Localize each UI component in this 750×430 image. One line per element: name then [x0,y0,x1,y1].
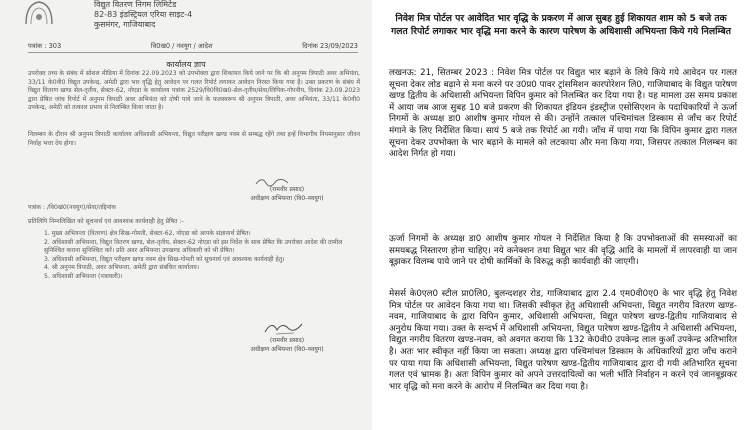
seal-logo-icon [22,0,56,24]
signer-1-block [232,185,342,203]
meta-divider [28,52,358,53]
letter-date: दिनांक 23/09/2023 [302,42,358,50]
org-name: विद्युत वितरण निगम लिमिटेड [94,0,177,9]
signature-2 [262,318,306,336]
list-item: 4. श्री अनुपम त्रिपाठी, अवर अभियन्ता, अमेठी द्वारा संबंधित कार्यालय। [44,264,200,272]
suspension-order-letter [0,0,372,430]
letterhead [94,0,192,30]
signer-1-name: (रामवीर प्रसाद) [269,186,305,193]
letter-paragraph-1: उपरोक्त तथ्य के संबंध में सोशल मीडिया में दिनांक 22.09.2023 को उपभोक्ता द्वारा शिकायत किये जाने पर कि श्री अनुपम त्रिपाठी अवर अभियंता, 33/11 के0वी0 विद्युत उपकेन्द्र, अमेठी द्वारा भार वृद्धि हेतु आवेदन पर गलत रिपोर्ट लगाकर आवेदन निरस्त किया गया है। उक्त प्रकरण के संबंध में विद्युत वितरण खण्ड सेल-तृतीय, सेक्टर-62, नोएडा के कार्यालय पत्रांक 2529/वि0वि0ख0-सेल-तृतीय/सेवा/लिपिक-गोपनीय, दिनांक 23.09.2023 द्वारा प्रेषित जांच रिपोर्ट में अनुपम त्रिपाठी अवर अभियंता को दोषी पाये जाने के फलस्वरूप श्री अनुपम त्रिपाठी, अवर अभियंता, 33/11 के0वी0 उपकेन्द्र, अमेठी को तत्काल प्रभाव से निलम्बित किया जाता है। [28,70,360,112]
list-item: 5. अधिशासी अभियन्ता (पत्रावली)। [44,272,123,280]
patrank [28,41,61,50]
signer-2-block [232,336,342,354]
press-paragraph-3: मेसर्स के0एल0 स्टील प्रा0लि0, बुलन्दशहर रोड, गाजियाबाद द्वारा 2.4 एम0वी0ए0 के भार वृद्धि हेतु निवेश मित्र पोर्टल पर आवेदन किया गया था। जिसकी स्वीकृत हेतु अधिशासी अभियन्ता, विद्युत नगरीय वितरण खण्ड-नवम, गाजियाबाद के द्वारा विपिन कुमार, अधिशासी अभियन्ता, विद्युत पारेषण खण्ड-द्वितीय गाजियाबाद से अनुरोध किया गया। उक्त के सन्दर्भ में अधिशासी अभियन्ता, विद्युत पारेषण खण्ड-द्वितीय ने अधिशासी अभियन्ता, विद्युत नगरीय वितरण खण्ड-नवम, को अवगत कराया कि 132 के0वी0 उपकेन्द्र लाल कुआँ उपकेन्द्र अतिभारित है। अतः भार स्वीकृत नहीं किया जा सकता। अध्यक्ष द्वारा पश्चिमांचल डिस्काम के अधिकारियों द्वारा जाँच कराने पर पाया गया कि अधिशासी अभियन्ता, विद्युत पारेषण खण्ड-द्वितीय गाजियाबाद द्वारा दी गयी अतिभारित सूचना गलत एवं भ्रामक है। अतः विपिन कुमार को अपने उत्तरदायित्वों का भली भाँति निर्वाहन न करने एवं जानबूझकर भार वृद्धि को मना करने के आरोप में निलम्बित कर दिया गया है। [389,289,737,392]
org-address: 82-83 इंडस्ट्रियल एरिया साइट-4 [94,10,193,19]
signer-2-name: (रामवीर प्रसाद) [269,337,305,344]
list-item: 2. अधिशासी अभियन्ता, विद्युत वितरण खण्ड, सेल-तृतीय, सेक्टर-62 नोएडा को इस निर्देश के साथ प्रेषित कि उपरोक्त आदेश की तामील सुनिश्चित कराना सुनिश्चित करें। प्रति अवर अभियन्ता उपखण्ड अधिकारी को भी प्रेषित। [44,238,343,255]
press-paragraph-2: ऊर्जा निगमों के अध्यक्ष डा0 आशीष कुमार गोयल ने निर्देशित किया है कि उपभोक्ताओं की समस्याओं का समयबद्ध निस्तारण होना चाहिए। नये कनेक्शन तथा विद्युत भार की वृद्धि आदि के मामलों में लापरवाही या जान बूझकर विलम्ब पाये जाने पर दोषी कार्मिकों के विरुद्ध कड़ी कार्यवाही की जाएगी। [389,234,737,268]
press-headline: निवेश मित्र पोर्टल पर आवेदित भार वृद्धि के प्रकरण में आज सुबह हुई शिकायत शाम को 5 बजे तक गलत रिपोर्ट लगाकर भार वृद्धि मना करने के कारण पारेषण के अधिशासी अभियन्ता किये गये निलम्बित [391,13,731,37]
letter-heading: कार्यालय ज्ञाप [166,60,206,69]
signer-2-title: अधीक्षण अभियन्ता (वि0-नवयुग) [250,346,324,353]
patrank-value: 303 [48,42,62,50]
signer-1-title: अधीक्षण अभियन्ता (वि0-नवयुग) [250,195,324,202]
list-item: 3. अधिशासी अभियन्ता, विद्युत परीक्षण खण्ड नवम क्षेत्र सिख-गोमती को सूचनार्थ एवं आवश्यक कार्यवाही हेतु। [44,255,285,263]
section-code: वि0ख0 / नवयुग / आदेश [150,42,213,50]
patrank-label: पत्रांक : [28,42,47,50]
list-item: 1. मुख्य अभियन्ता (वितरण) क्षेत्र सिख-गोमती, सेक्टर-62, नोएडा को आपके संज्ञानार्थ प्रेषित। [44,230,251,237]
copy-intro: प्रतिलिपि निम्नलिखित को सूचनार्थ एवं आवश्यक कार्यवाही हेतु प्रेषित :- [28,218,184,225]
press-paragraph-1: लखनऊ: 21, सितम्बर 2023 : निवेश मित्र पोर्टल पर विद्युत भार बढ़ाने के लिये किये गये आवेदन पर गलत सूचना देकर लोड बढ़ाने से मना करने पर उ0प्र0 पावर ट्रांसमिशन कारपोरेशन लि0, गाजियाबाद के विद्युत पारेषण खण्ड द्वितीय के अधिशासी अभियन्ता विपिन कुमार को निलम्बित कर दिया गया है। यह मामला उस समय प्रकाश में आया जब आज सुबह 10 बजे प्रकरण की शिकायत इंडियन इंडस्ट्रीज एसोसिएशन के पदाधिकारियों ने ऊर्जा निगमों के अध्यक्ष डा0 आशीष कुमार गोयल से की। उन्होंने तत्काल पश्चिमांचल डिस्काम से जाँच कर रिपोर्ट मंगाने के लिए निर्देशित किया। सायं 5 बजे तक रिपोर्ट आ गयी। जाँच में पाया गया कि विपिन कुमार द्वारा गलत सूचना देकर उपभोक्ता के भार बढ़ाने के मामले को लटकाया और मना किया गया, जिसपर तत्काल निलम्बन का आदेश निर्गत हो गया। [389,68,737,160]
memo-line: पत्रांक : /वि0खं0(नवयुग)/सेवा/तद्दिनांक [28,204,117,211]
letter-paragraph-2: निलम्बन के दौरान श्री अनुपम त्रिपाठी कार्यालय अधिशासी अभियन्ता, विद्युत परीक्षण खण्ड नवम से सम्बद्ध रहेंगे तथा इन्हें विभागीय नियमानुसार जीवन निर्वाह भत्ता देय होगा। [28,131,360,147]
org-city: कुसमंगर, गाजियाबाद [94,20,156,29]
copy-list [36,230,362,282]
press-release [372,0,750,430]
letter-meta-row [28,41,358,50]
